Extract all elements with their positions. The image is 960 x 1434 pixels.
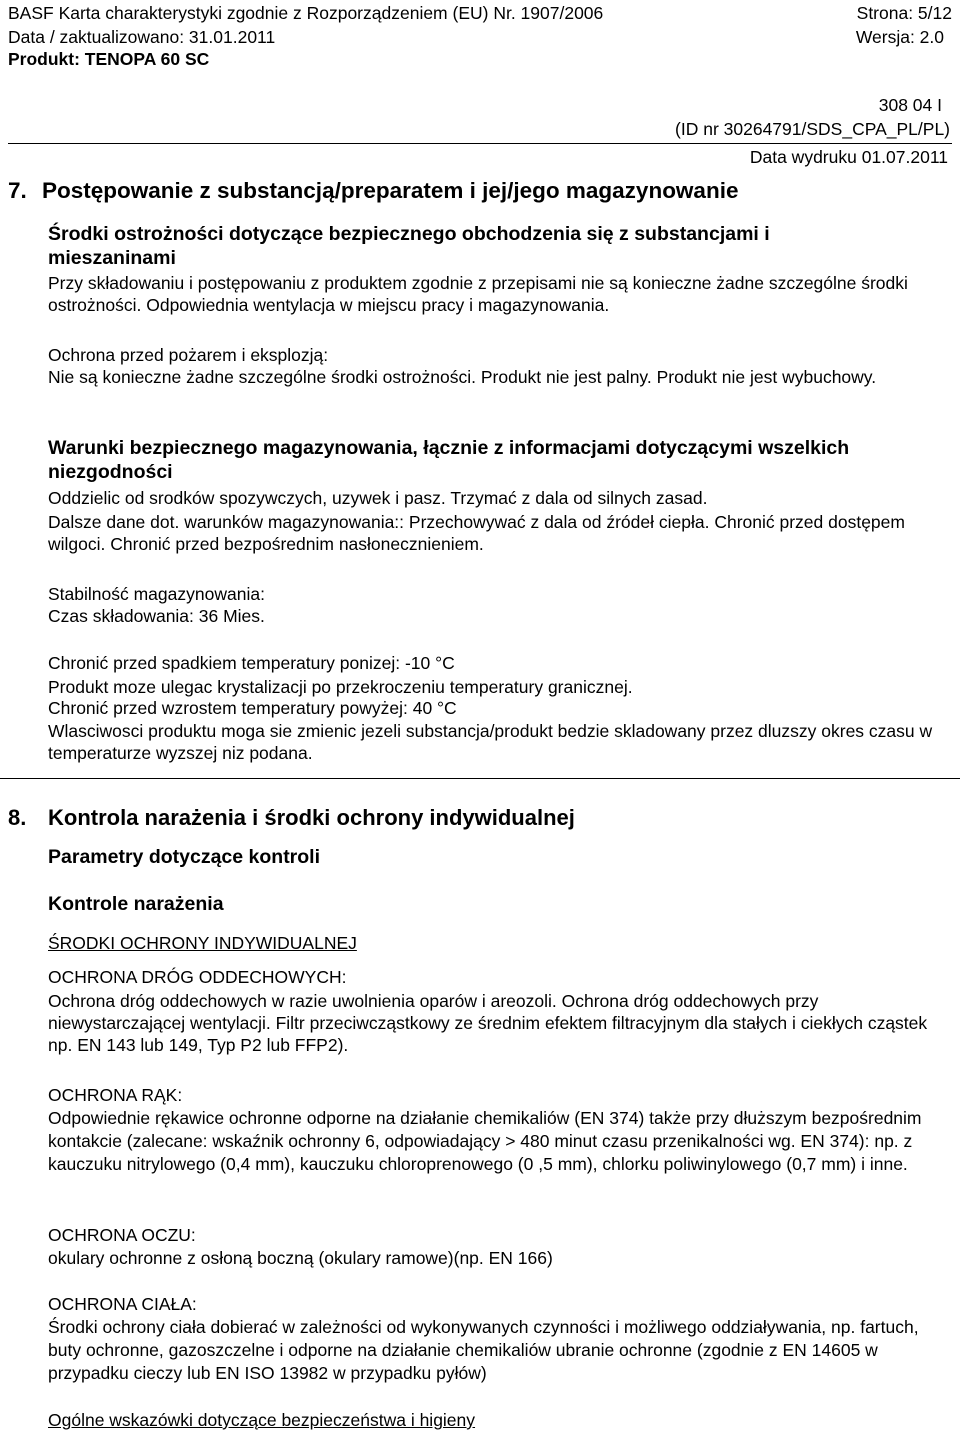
body-protection-label: OCHRONA CIAŁA: <box>48 1294 197 1314</box>
sds-id: (ID nr 30264791/SDS_CPA_PL/PL) <box>675 119 950 139</box>
page-number: Strona: 5/12 <box>856 3 952 23</box>
section-8-heading <box>8 805 575 831</box>
temperature-line-3: Chronić przed wzrostem temperatury powyżej: 40 °C <box>48 698 457 718</box>
stability-text: Czas składowania: 36 Mies. <box>48 606 265 626</box>
stability-label: Stabilność magazynowania: <box>48 584 265 604</box>
eye-protection-label: OCHRONA OCZU: <box>48 1225 196 1245</box>
hand-protection-label: OCHRONA RĄK: <box>48 1085 183 1105</box>
version: Wersja: 2.0 <box>855 27 944 47</box>
product-code: 308 04 I <box>878 95 942 115</box>
respiratory-text: Ochrona dróg oddechowych w razie uwolnienia oparów i areozoli. Ochrona dróg oddechowych przy niewystarczającej wentylacji. Filtr przeciwcząstkowy ze średnim efektem filtracyjnym dla stałych i ciekłych cząstek np. EN 143 lub 149, Typ P2 lub FFP2). <box>48 991 928 1055</box>
section-7-number: 7. <box>8 178 27 203</box>
storage-heading: Warunki bezpiecznego magazynowania, łącznie z informacjami dotyczącymi wszelkich niezgodności <box>48 437 850 483</box>
section-8-title: Kontrola narażenia i środki ochrony indywidualnej <box>48 805 575 830</box>
section-divider <box>0 778 960 779</box>
storage-line-1: Oddzielic od srodków spozywczych, uzywek i pasz. Trzymać z dala od silnych zasad. <box>48 488 708 508</box>
section-8-number: 8. <box>8 805 27 830</box>
revision-date: Data / zaktualizowano: 31.01.2011 <box>8 27 276 47</box>
temperature-line-1: Chronić przed spadkiem temperatury ponizej: -10 °C <box>48 653 455 673</box>
exposure-controls-heading: Kontrole narażenia <box>48 893 224 915</box>
section-7-heading <box>8 178 738 204</box>
product-name: Produkt: TENOPA 60 SC <box>8 49 210 69</box>
temperature-line-4: Wlasciwosci produktu moga sie zmienic jezeli substancja/produkt bedzie skladowany przez dluzszy okres czasu w temperaturze wyzszej niz podana. <box>48 721 933 763</box>
hand-protection-text: Odpowiednie rękawice ochronne odporne na działanie chemikaliów (EN 374) także przy dłuższym bezpośrednim kontakcie (zalecane: wskaźnik ochronny 6, odpowiadający > 480 minut czasu przenikalności wg. EN 374): np. z kauczuku nitrylowego (0,4 mm), kauczuku chloroprenowego (0 ,5 mm), chlorku poliwinylowego (0,7 mm) i inne. <box>48 1108 922 1174</box>
header-divider <box>8 143 952 144</box>
print-date: Data wydruku 01.07.2011 <box>749 147 948 167</box>
temperature-line-2: Produkt moze ulegac krystalizacji po przekroczeniu temperatury granicznej. <box>48 677 633 697</box>
fire-protection-label: Ochrona przed pożarem i eksplozją: <box>48 345 329 365</box>
safe-handling-text: Przy składowaniu i postępowaniu z produktem zgodnie z przepisami nie są konieczne żadne szczególne środki ostrożności. Odpowiednia wentylacja w miejscu pracy i magazynowania. <box>48 273 908 315</box>
respiratory-label: OCHRONA DRÓG ODDECHOWYCH: <box>48 967 347 987</box>
storage-line-2: Dalsze dane dot. warunków magazynowania:: Przechowywać z dala od źródeł ciepła. Chronić przed dostępem wilgoci. Chronić przed bezpośrednim nasłonecznieniem. <box>48 512 905 554</box>
control-parameters-heading: Parametry dotyczące kontroli <box>48 846 321 868</box>
header-line-1 <box>8 2 952 24</box>
body-protection-text: Środki ochrony ciała dobierać w zależności od wykonywanych czynności i możliwego oddziaływania, np. fartuch, buty ochronne, gazoszczelne i odporne na działanie chemikaliów ubranie ochronne (zgodnie z EN 14605 w przypadku cieczy lub EN ISO 13982 w przypadku pyłów) <box>48 1317 919 1383</box>
safe-handling-heading: Środki ostrożności dotyczące bezpiecznego obchodzenia się z substancjami i mieszaninami <box>48 223 770 269</box>
eye-protection-text: okulary ochronne z osłoną boczną (okulary ramowe)(np. EN 166) <box>48 1248 553 1268</box>
section-7-title: Postępowanie z substancją/preparatem i jej/jego magazynowanie <box>42 178 739 203</box>
general-safety-heading: Ogólne wskazówki dotyczące bezpieczeństwa i higieny <box>48 1410 476 1430</box>
fire-protection-text: Nie są konieczne żadne szczególne środki ostrożności. Produkt nie jest palny. Produkt nie jest wybuchowy. <box>48 367 877 387</box>
ppe-heading: ŚRODKI OCHRONY INDYWIDUALNEJ <box>48 933 357 953</box>
header-line-2 <box>8 26 952 48</box>
document-title: BASF Karta charakterystyki zgodnie z Rozporządzeniem (EU) Nr. 1907/2006 <box>8 3 604 23</box>
